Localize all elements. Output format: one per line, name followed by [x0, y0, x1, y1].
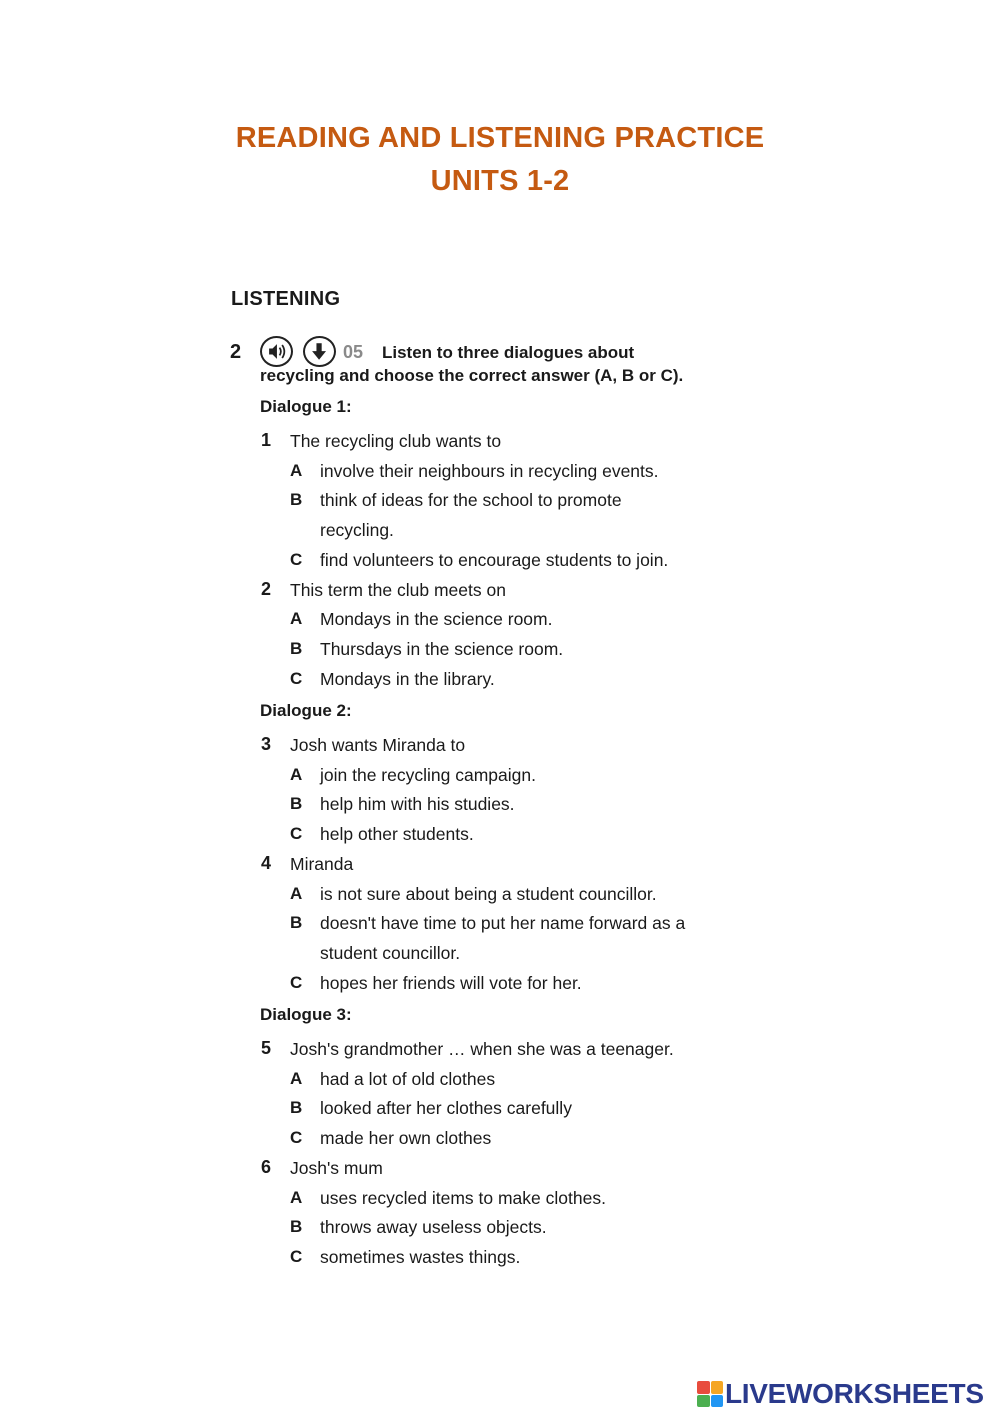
option-text: made her own clothes	[320, 1128, 492, 1149]
option-text: help him with his studies.	[320, 794, 515, 815]
question-number: 3	[261, 734, 272, 754]
brand-text: LIVEWORKSHEETS	[725, 1378, 984, 1409]
option-text: Thursdays in the science room.	[320, 638, 564, 659]
question-number: 2	[261, 578, 272, 599]
option-letter: C	[290, 1128, 303, 1148]
option-text: think of ideas for the school to promote	[320, 490, 622, 511]
brand-logo	[697, 1378, 984, 1410]
option-text: uses recycled items to make clothes.	[320, 1187, 606, 1208]
option-text: had a lot of old clothes	[320, 1068, 496, 1089]
brand-icon	[697, 1381, 723, 1407]
option-letter: A	[290, 1187, 303, 1207]
question-text: Miranda	[290, 853, 354, 874]
option-letter: A	[290, 609, 303, 629]
section-heading: LISTENING	[231, 288, 341, 310]
question-text: Josh wants Miranda to	[290, 735, 466, 755]
question-number: 6	[261, 1156, 272, 1177]
brand-icon-tile	[697, 1395, 710, 1408]
dialogue-label: Dialogue 2:	[260, 701, 352, 720]
speaker-icon[interactable]	[260, 336, 293, 367]
option-letter: B	[290, 913, 303, 933]
page-title: READING AND LISTENING PRACTICE	[235, 122, 765, 154]
page-subtitle: UNITS 1-2	[430, 165, 570, 197]
option-letter: A	[290, 460, 303, 480]
brand-icon-tile	[711, 1381, 724, 1394]
option-letter: A	[290, 883, 303, 903]
exercise-number: 2	[230, 341, 242, 363]
option-text: throws away useless objects.	[320, 1217, 547, 1238]
dialogue-label: Dialogue 3:	[260, 1005, 352, 1024]
option-text: help other students.	[320, 824, 474, 845]
option-letter: B	[290, 794, 303, 814]
download-icon-glyph	[305, 338, 334, 365]
option-text: recycling.	[320, 520, 394, 541]
option-letter: B	[290, 1217, 303, 1237]
question-text: Josh's grandmother … when she was a teenager.	[290, 1039, 674, 1059]
option-text: doesn't have time to put her name forward as a	[320, 913, 686, 934]
speaker-icon-glyph	[262, 338, 291, 365]
track-number: 05	[343, 342, 364, 362]
instruction-line-1: Listen to three dialogues about	[382, 343, 635, 362]
question-number: 1	[261, 430, 272, 450]
option-text: Mondays in the science room.	[320, 609, 553, 630]
brand-icon-tile	[697, 1381, 710, 1394]
question-number: 4	[261, 852, 272, 873]
option-letter: C	[290, 668, 303, 688]
option-text: sometimes wastes things.	[320, 1246, 521, 1267]
option-text: looked after her clothes carefully	[320, 1098, 572, 1119]
option-letter: B	[290, 1098, 303, 1118]
option-letter: A	[290, 764, 303, 784]
question-number: 5	[261, 1038, 272, 1058]
option-letter: C	[290, 972, 303, 992]
option-letter: C	[290, 824, 303, 844]
option-text: hopes her friends will vote for her.	[320, 972, 582, 993]
option-letter: B	[290, 638, 303, 658]
question-text: The recycling club wants to	[290, 431, 502, 451]
dialogue-label: Dialogue 1:	[260, 397, 352, 416]
option-text: join the recycling campaign.	[320, 764, 536, 785]
option-text: student councillor.	[320, 942, 461, 963]
question-text: Josh's mum	[290, 1157, 383, 1178]
option-letter: B	[290, 490, 303, 510]
option-text: Mondays in the library.	[320, 668, 495, 689]
option-text: involve their neighbours in recycling events.	[320, 460, 659, 481]
option-letter: C	[290, 549, 303, 569]
question-text: This term the club meets on	[290, 579, 506, 600]
option-letter: A	[290, 1068, 303, 1088]
brand-icon-tile	[711, 1395, 724, 1408]
option-text: is not sure about being a student councillor.	[320, 883, 657, 904]
instruction-line-2: recycling and choose the correct answer (A, B or C).	[260, 366, 684, 385]
option-letter: C	[290, 1246, 303, 1266]
option-text: find volunteers to encourage students to join.	[320, 549, 669, 570]
download-icon[interactable]	[303, 336, 336, 367]
